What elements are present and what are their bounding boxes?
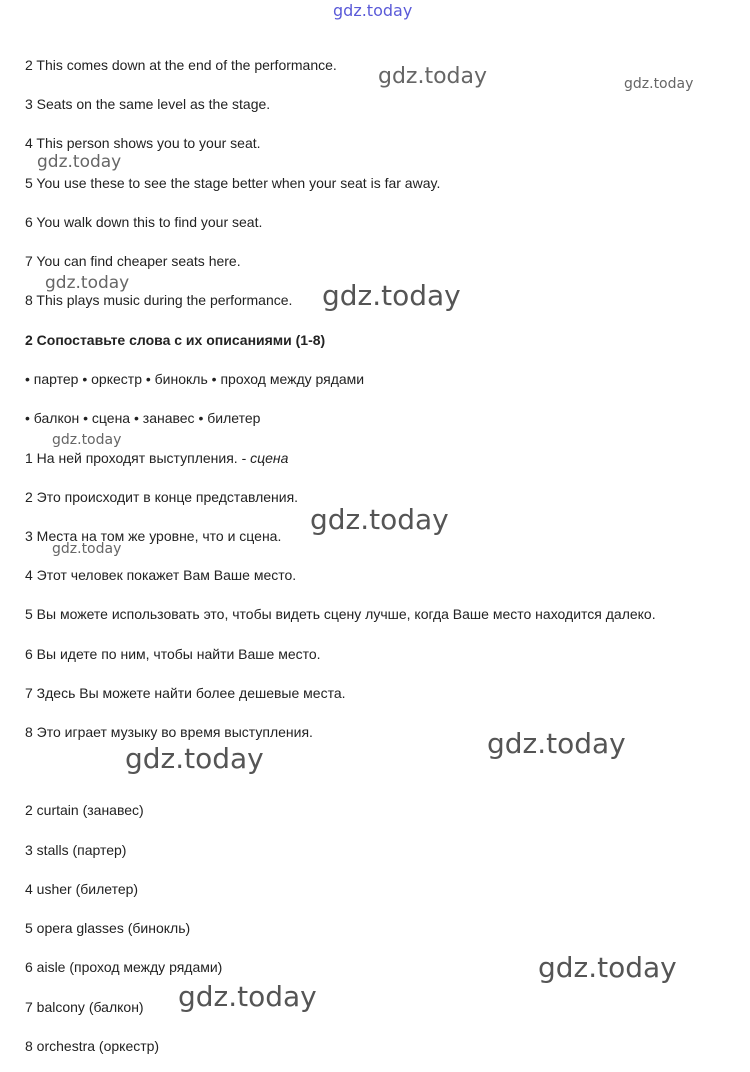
answer-4: 4 usher (билетер)	[25, 881, 139, 897]
watermark: gdz.today	[37, 152, 122, 172]
watermark: gdz.today	[322, 279, 461, 312]
answer-2: 2 curtain (занавес)	[25, 802, 144, 818]
russian-item-3: 3 Места на том же уровне, что и сцена.	[25, 528, 282, 544]
english-description-4: 4 This person shows you to your seat.	[25, 135, 261, 151]
word-bank-line-1: • партер • оркестр • бинокль • проход между рядами	[25, 371, 365, 387]
english-description-2: 2 This comes down at the end of the performance.	[25, 57, 337, 73]
watermark: gdz.today	[378, 64, 488, 89]
russian-item-6: 6 Вы идете по ним, чтобы найти Ваше место.	[25, 646, 321, 662]
watermark-top[interactable]: gdz.today	[333, 1, 413, 20]
answer-6: 6 aisle (проход между рядами)	[25, 959, 223, 975]
russian-item-1-text: 1 На ней проходят выступления. -	[25, 450, 251, 466]
watermark: gdz.today	[487, 727, 626, 760]
watermark: gdz.today	[52, 541, 122, 557]
watermark: gdz.today	[538, 951, 677, 984]
russian-item-1-answer: сцена	[250, 450, 289, 466]
english-description-6: 6 You walk down this to find your seat.	[25, 214, 263, 230]
english-description-8: 8 This plays music during the performance.	[25, 292, 293, 308]
russian-item-2: 2 Это происходит в конце представления.	[25, 489, 299, 505]
english-description-7: 7 You can find cheaper seats here.	[25, 253, 241, 269]
russian-item-4: 4 Этот человек покажет Вам Ваше место.	[25, 567, 297, 583]
answer-3: 3 stalls (партер)	[25, 842, 127, 858]
watermark: gdz.today	[310, 503, 449, 536]
answer-8: 8 orchestra (оркестр)	[25, 1038, 160, 1054]
watermark: gdz.today	[125, 742, 264, 775]
word-bank-line-2: • балкон • сцена • занавес • билетер	[25, 410, 261, 426]
watermark: gdz.today	[45, 273, 130, 293]
russian-item-8: 8 Это играет музыку во время выступления.	[25, 724, 313, 740]
watermark: gdz.today	[52, 432, 122, 448]
answer-7: 7 balcony (балкон)	[25, 999, 144, 1015]
watermark: gdz.today	[178, 980, 317, 1013]
russian-item-5: 5 Вы можете использовать это, чтобы видеть сцену лучше, когда Ваше место находится далеко.	[25, 606, 656, 622]
russian-item-1	[25, 449, 288, 467]
watermark: gdz.today	[624, 76, 694, 92]
english-description-3: 3 Seats on the same level as the stage.	[25, 96, 271, 112]
english-description-5: 5 You use these to see the stage better when your seat is far away.	[25, 175, 441, 191]
task-heading: 2 Сопоставьте слова с их описаниями (1-8)	[25, 332, 326, 348]
russian-item-7: 7 Здесь Вы можете найти более дешевые места.	[25, 685, 346, 701]
answer-5: 5 opera glasses (бинокль)	[25, 920, 191, 936]
